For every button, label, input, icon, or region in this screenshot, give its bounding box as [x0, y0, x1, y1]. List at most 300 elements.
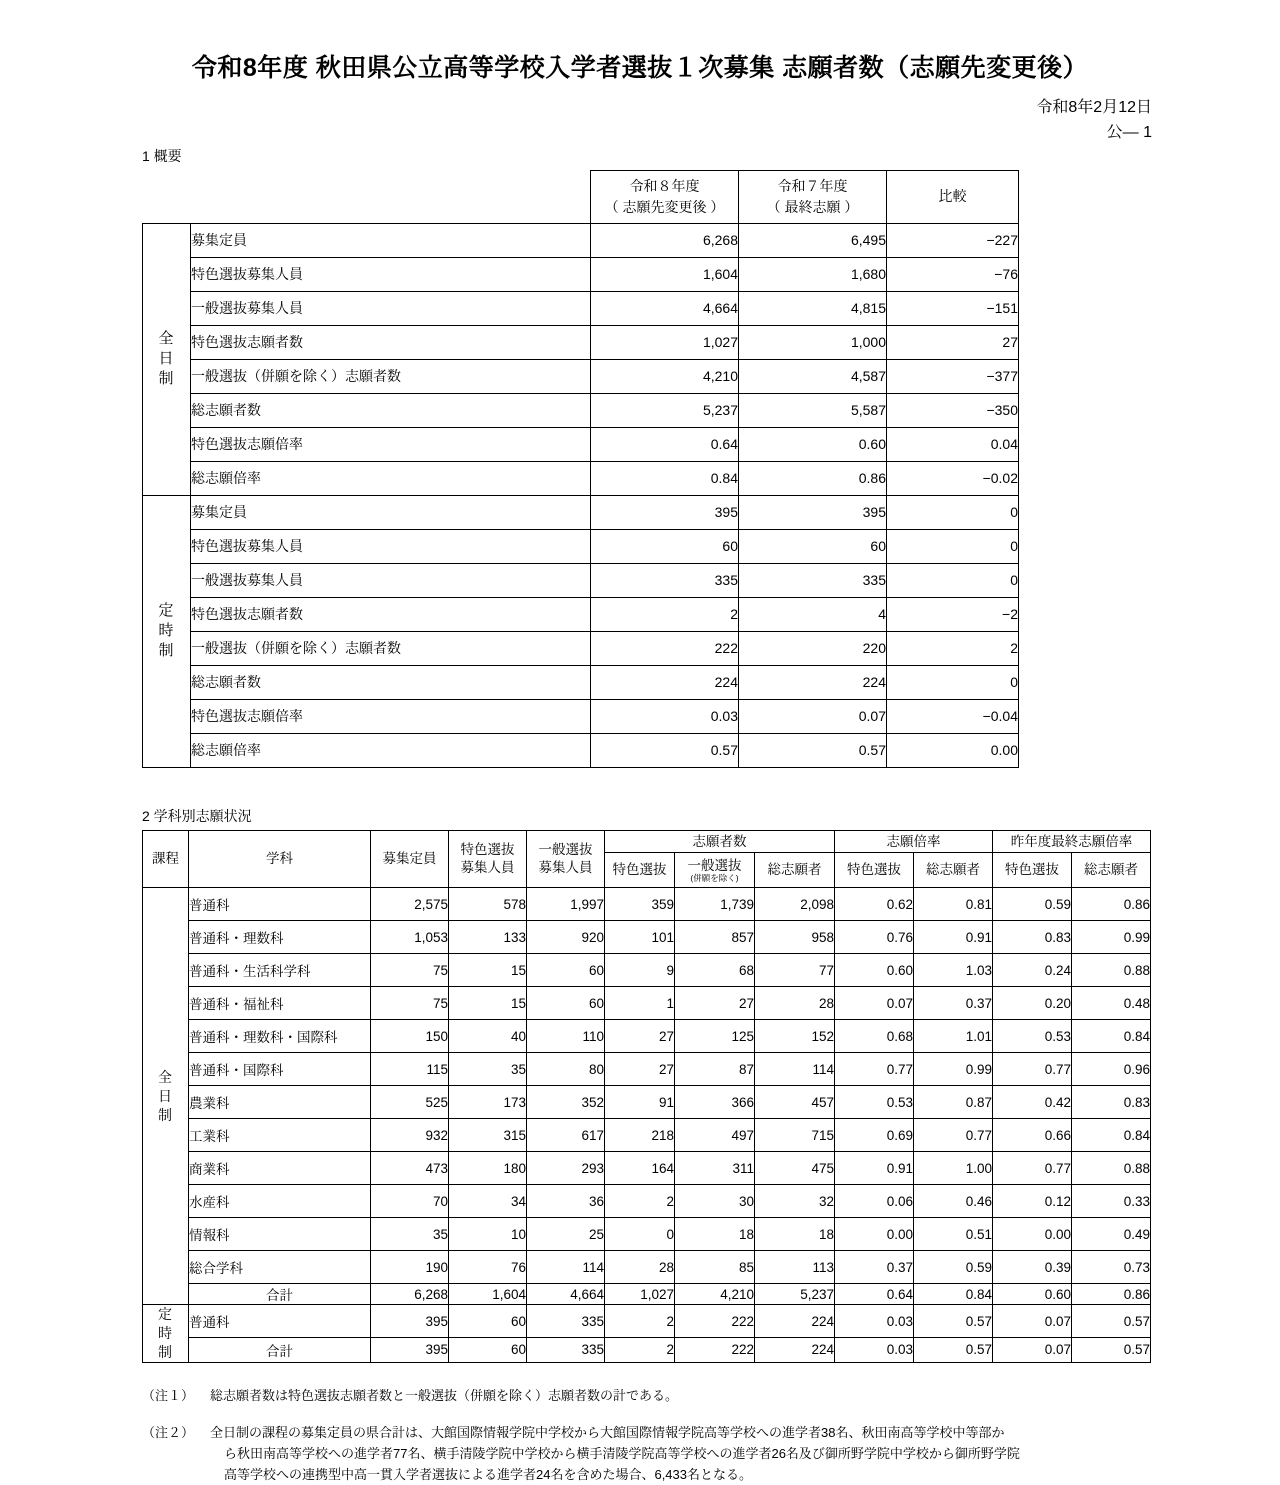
- department-table-row: [143, 921, 1151, 954]
- overview-row-label: 一般選抜（併願を除く）志願者数: [191, 359, 591, 393]
- page-mark: 公— 1: [1106, 123, 1152, 141]
- dept-value-applicants-total: 114: [755, 1053, 835, 1086]
- dept-value-ratio-total: 1.03: [914, 954, 993, 987]
- dept-group-last-ratio: 昨年度最終志願倍率: [993, 830, 1151, 853]
- dept-value-applicants-general: 366: [675, 1086, 755, 1119]
- department-table-row: [143, 1020, 1151, 1053]
- dept-value-general-quota: 1,997: [527, 888, 605, 921]
- department-total-row: [143, 1284, 1151, 1305]
- dept-value-applicants-total: 77: [755, 954, 835, 987]
- footnote-line: ら秋田南高等学校への進学者77名、横手清陵学院中学校から横手清陵学院高等学校への進学者26名及び御所野学院中学校から御所野学院: [224, 1445, 1020, 1461]
- dept-value-quota: 525: [371, 1086, 449, 1119]
- dept-value-quota: 473: [371, 1152, 449, 1185]
- dept-value-ratio-special: 0.53: [835, 1086, 914, 1119]
- dept-col-special-quota: 特色選抜 募集人員: [449, 830, 527, 888]
- overview-category-parttime: 定 時 制: [143, 495, 191, 767]
- dept-value-general-quota: 60: [527, 987, 605, 1020]
- dept-value-last-ratio-special: 0.77: [993, 1152, 1072, 1185]
- dept-value-special-quota: 35: [449, 1053, 527, 1086]
- overview-value-compare: −151: [887, 291, 1019, 325]
- overview-row-label: 特色選抜志願者数: [191, 597, 591, 631]
- dept-value-last-ratio-special: 0.07: [993, 1338, 1072, 1363]
- dept-total-label: 合計: [189, 1284, 371, 1305]
- dept-value-last-ratio-special: 0.53: [993, 1020, 1072, 1053]
- overview-table-row: [143, 427, 1019, 461]
- overview-row-label: 特色選抜募集人員: [191, 257, 591, 291]
- dept-value-last-ratio-total: 0.88: [1072, 954, 1151, 987]
- overview-value-compare: 0: [887, 665, 1019, 699]
- footnote-2: [142, 1422, 1142, 1485]
- overview-value-last-year: 4,587: [739, 359, 887, 393]
- department-table-wrap: [142, 830, 1280, 1363]
- overview-table-row: [143, 631, 1019, 665]
- footnote-text: [210, 1385, 1142, 1406]
- overview-row-label: 総志願者数: [191, 665, 591, 699]
- footnote-line: 総志願者数は特色選抜志願者数と一般選抜（併願を除く）志願者数の計である。: [210, 1387, 679, 1403]
- dept-value-quota: 395: [371, 1338, 449, 1363]
- overview-value-this-year: 395: [591, 495, 739, 529]
- dept-col-department: 学科: [189, 830, 371, 888]
- department-table: [142, 830, 1151, 1363]
- dept-value-applicants-special: 27: [605, 1020, 675, 1053]
- dept-value-last-ratio-total: 0.57: [1072, 1338, 1151, 1363]
- dept-value-ratio-total: 0.57: [914, 1305, 993, 1338]
- overview-value-compare: −350: [887, 393, 1019, 427]
- overview-value-last-year: 6,495: [739, 223, 887, 257]
- dept-value-last-ratio-total: 0.99: [1072, 921, 1151, 954]
- dept-value-applicants-total: 224: [755, 1305, 835, 1338]
- dept-value-ratio-special: 0.69: [835, 1119, 914, 1152]
- dept-value-last-ratio-special: 0.59: [993, 888, 1072, 921]
- dept-value-ratio-total: 0.57: [914, 1338, 993, 1363]
- overview-value-last-year: 0.07: [739, 699, 887, 733]
- dept-value-ratio-total: 0.84: [914, 1284, 993, 1305]
- overview-value-this-year: 6,268: [591, 223, 739, 257]
- dept-value-applicants-general: 125: [675, 1020, 755, 1053]
- dept-value-ratio-total: 0.37: [914, 987, 993, 1020]
- overview-value-compare: −0.04: [887, 699, 1019, 733]
- overview-value-this-year: 1,604: [591, 257, 739, 291]
- overview-table-row: [143, 563, 1019, 597]
- overview-table-wrap: [142, 170, 1280, 768]
- dept-value-applicants-total: 18: [755, 1218, 835, 1251]
- overview-value-last-year: 335: [739, 563, 887, 597]
- overview-value-compare: 27: [887, 325, 1019, 359]
- dept-value-applicants-special: 9: [605, 954, 675, 987]
- department-table-row: [143, 1185, 1151, 1218]
- dept-value-last-ratio-special: 0.42: [993, 1086, 1072, 1119]
- dept-value-applicants-special: 2: [605, 1305, 675, 1338]
- overview-value-this-year: 0.03: [591, 699, 739, 733]
- dept-group-applicants: 志願者数: [605, 830, 835, 853]
- dept-value-applicants-total: 224: [755, 1338, 835, 1363]
- overview-value-last-year: 0.57: [739, 733, 887, 767]
- dept-value-special-quota: 1,604: [449, 1284, 527, 1305]
- dept-value-applicants-total: 5,237: [755, 1284, 835, 1305]
- dept-value-applicants-total: 457: [755, 1086, 835, 1119]
- dept-value-quota: 190: [371, 1251, 449, 1284]
- overview-value-last-year: 1,000: [739, 325, 887, 359]
- dept-value-applicants-total: 152: [755, 1020, 835, 1053]
- dept-name: 普通科: [189, 1305, 371, 1338]
- overview-table-row: [143, 223, 1019, 257]
- dept-value-ratio-special: 0.62: [835, 888, 914, 921]
- overview-value-compare: −76: [887, 257, 1019, 291]
- overview-value-last-year: 0.86: [739, 461, 887, 495]
- dept-value-last-ratio-total: 0.57: [1072, 1305, 1151, 1338]
- dept-value-last-ratio-total: 0.88: [1072, 1152, 1151, 1185]
- dept-value-general-quota: 80: [527, 1053, 605, 1086]
- overview-value-compare: 0.00: [887, 733, 1019, 767]
- dept-value-applicants-total: 2,098: [755, 888, 835, 921]
- dept-value-applicants-special: 91: [605, 1086, 675, 1119]
- dept-value-ratio-total: 0.99: [914, 1053, 993, 1086]
- overview-value-this-year: 0.57: [591, 733, 739, 767]
- dept-value-last-ratio-special: 0.66: [993, 1119, 1072, 1152]
- dept-value-applicants-general: 222: [675, 1338, 755, 1363]
- overview-value-last-year: 5,587: [739, 393, 887, 427]
- dept-value-applicants-special: 27: [605, 1053, 675, 1086]
- department-table-row: [143, 1305, 1151, 1338]
- overview-table-row: [143, 699, 1019, 733]
- department-table-row: [143, 1218, 1151, 1251]
- dept-value-last-ratio-total: 0.86: [1072, 1284, 1151, 1305]
- dept-value-ratio-total: 0.59: [914, 1251, 993, 1284]
- dept-value-last-ratio-total: 0.48: [1072, 987, 1151, 1020]
- dept-value-applicants-general: 497: [675, 1119, 755, 1152]
- dept-value-applicants-total: 475: [755, 1152, 835, 1185]
- overview-value-last-year: 224: [739, 665, 887, 699]
- overview-table-row: [143, 393, 1019, 427]
- overview-row-label: 総志願倍率: [191, 733, 591, 767]
- dept-value-special-quota: 60: [449, 1305, 527, 1338]
- overview-value-this-year: 60: [591, 529, 739, 563]
- dept-value-quota: 2,575: [371, 888, 449, 921]
- overview-value-compare: −2: [887, 597, 1019, 631]
- section-2-heading: 2 学科別志願状況: [142, 807, 252, 824]
- overview-row-label: 特色選抜志願者数: [191, 325, 591, 359]
- dept-value-ratio-special: 0.60: [835, 954, 914, 987]
- dept-col-applicants-general-note: (併願を除く): [690, 872, 739, 883]
- dept-col-last-ratio-special: 特色選抜: [993, 853, 1072, 888]
- overview-value-this-year: 1,027: [591, 325, 739, 359]
- dept-value-general-quota: 352: [527, 1086, 605, 1119]
- overview-value-last-year: 0.60: [739, 427, 887, 461]
- dept-value-last-ratio-total: 0.33: [1072, 1185, 1151, 1218]
- overview-col-this-year: 令和８年度 （ 志願先変更後 ）: [591, 170, 739, 223]
- footnote-line: 高等学校への連携型中高一貫入学者選抜による進学者24名を含めた場合、6,433名となる。: [224, 1466, 752, 1482]
- dept-value-special-quota: 10: [449, 1218, 527, 1251]
- document-header: [0, 0, 1280, 146]
- overview-value-compare: −0.02: [887, 461, 1019, 495]
- overview-row-label: 一般選抜（併願を除く）志願者数: [191, 631, 591, 665]
- dept-category-fulltime: 全 日 制: [143, 888, 189, 1305]
- overview-value-last-year: 395: [739, 495, 887, 529]
- overview-value-this-year: 0.84: [591, 461, 739, 495]
- dept-value-last-ratio-special: 0.83: [993, 921, 1072, 954]
- overview-value-this-year: 0.64: [591, 427, 739, 461]
- dept-value-ratio-special: 0.64: [835, 1284, 914, 1305]
- dept-value-general-quota: 335: [527, 1305, 605, 1338]
- overview-value-compare: 0.04: [887, 427, 1019, 461]
- dept-value-applicants-general: 68: [675, 954, 755, 987]
- dept-value-applicants-special: 2: [605, 1185, 675, 1218]
- dept-value-special-quota: 133: [449, 921, 527, 954]
- dept-value-last-ratio-special: 0.00: [993, 1218, 1072, 1251]
- dept-name: 水産科: [189, 1185, 371, 1218]
- dept-value-applicants-general: 1,739: [675, 888, 755, 921]
- overview-table-row: [143, 325, 1019, 359]
- dept-value-special-quota: 15: [449, 987, 527, 1020]
- dept-value-applicants-general: 87: [675, 1053, 755, 1086]
- dept-value-last-ratio-special: 0.60: [993, 1284, 1072, 1305]
- dept-name: 農業科: [189, 1086, 371, 1119]
- dept-name: 普通科・福祉科: [189, 987, 371, 1020]
- overview-value-compare: 2: [887, 631, 1019, 665]
- overview-col-last-year: 令和７年度 （ 最終志願 ）: [739, 170, 887, 223]
- footnote-text: [210, 1422, 1142, 1485]
- dept-value-ratio-special: 0.07: [835, 987, 914, 1020]
- dept-value-special-quota: 180: [449, 1152, 527, 1185]
- overview-table-row: [143, 359, 1019, 393]
- department-table-row: [143, 987, 1151, 1020]
- dept-value-applicants-general: 30: [675, 1185, 755, 1218]
- dept-value-applicants-total: 958: [755, 921, 835, 954]
- dept-value-last-ratio-special: 0.24: [993, 954, 1072, 987]
- department-table-row: [143, 1086, 1151, 1119]
- overview-row-label: 総志願倍率: [191, 461, 591, 495]
- dept-value-quota: 75: [371, 987, 449, 1020]
- dept-value-general-quota: 36: [527, 1185, 605, 1218]
- footnote-1: [142, 1385, 1142, 1406]
- overview-table-header-row: [143, 170, 1019, 223]
- department-header-row-1: [143, 830, 1151, 853]
- overview-value-last-year: 4: [739, 597, 887, 631]
- dept-value-applicants-special: 1,027: [605, 1284, 675, 1305]
- document-date: 令和8年2月12日: [1036, 99, 1152, 116]
- overview-row-label: 特色選抜募集人員: [191, 529, 591, 563]
- dept-value-applicants-general: 857: [675, 921, 755, 954]
- dept-value-applicants-general: 4,210: [675, 1284, 755, 1305]
- overview-value-last-year: 1,680: [739, 257, 887, 291]
- dept-col-quota: 募集定員: [371, 830, 449, 888]
- dept-value-last-ratio-total: 0.84: [1072, 1020, 1151, 1053]
- department-table-row: [143, 888, 1151, 921]
- dept-name: 普通科: [189, 888, 371, 921]
- dept-value-applicants-total: 32: [755, 1185, 835, 1218]
- dept-name: 普通科・理数科・国際科: [189, 1020, 371, 1053]
- dept-value-ratio-special: 0.37: [835, 1251, 914, 1284]
- dept-value-ratio-special: 0.68: [835, 1020, 914, 1053]
- overview-table-row: [143, 291, 1019, 325]
- department-table-row: [143, 1152, 1151, 1185]
- dept-value-applicants-special: 218: [605, 1119, 675, 1152]
- overview-value-last-year: 60: [739, 529, 887, 563]
- dept-value-last-ratio-special: 0.12: [993, 1185, 1072, 1218]
- dept-value-general-quota: 25: [527, 1218, 605, 1251]
- dept-category-parttime: 定 時 制: [143, 1305, 189, 1363]
- dept-value-quota: 35: [371, 1218, 449, 1251]
- dept-value-quota: 932: [371, 1119, 449, 1152]
- dept-value-applicants-total: 113: [755, 1251, 835, 1284]
- dept-value-general-quota: 920: [527, 921, 605, 954]
- dept-value-applicants-special: 359: [605, 888, 675, 921]
- dept-value-quota: 75: [371, 954, 449, 987]
- dept-name: 総合学科: [189, 1251, 371, 1284]
- overview-header-spacer: [143, 170, 591, 223]
- dept-value-ratio-total: 0.51: [914, 1218, 993, 1251]
- dept-value-ratio-special: 0.76: [835, 921, 914, 954]
- footnote-marker: （注１）: [142, 1387, 195, 1403]
- dept-value-general-quota: 4,664: [527, 1284, 605, 1305]
- dept-value-special-quota: 578: [449, 888, 527, 921]
- dept-total-label: 合計: [189, 1338, 371, 1363]
- dept-value-applicants-total: 28: [755, 987, 835, 1020]
- dept-value-last-ratio-total: 0.49: [1072, 1218, 1151, 1251]
- overview-value-compare: 0: [887, 495, 1019, 529]
- overview-row-label: 募集定員: [191, 495, 591, 529]
- overview-value-this-year: 4,210: [591, 359, 739, 393]
- dept-value-applicants-special: 101: [605, 921, 675, 954]
- overview-value-last-year: 4,815: [739, 291, 887, 325]
- overview-table-row: [143, 461, 1019, 495]
- overview-value-last-year: 220: [739, 631, 887, 665]
- dept-value-general-quota: 293: [527, 1152, 605, 1185]
- dept-col-ratio-special: 特色選抜: [835, 853, 914, 888]
- overview-table: [142, 170, 1019, 768]
- overview-table-row: [143, 733, 1019, 767]
- dept-value-applicants-general: 27: [675, 987, 755, 1020]
- dept-value-last-ratio-total: 0.83: [1072, 1086, 1151, 1119]
- dept-value-ratio-total: 0.81: [914, 888, 993, 921]
- dept-col-course: 課程: [143, 830, 189, 888]
- dept-name: 商業科: [189, 1152, 371, 1185]
- dept-value-ratio-special: 0.03: [835, 1338, 914, 1363]
- overview-value-this-year: 224: [591, 665, 739, 699]
- overview-table-row: [143, 665, 1019, 699]
- page-title: 令和8年度 秋田県公立高等学校入学者選抜１次募集 志願者数（志願先変更後）: [191, 54, 1089, 82]
- dept-value-ratio-total: 1.01: [914, 1020, 993, 1053]
- dept-value-general-quota: 617: [527, 1119, 605, 1152]
- dept-value-ratio-total: 0.46: [914, 1185, 993, 1218]
- dept-value-applicants-special: 164: [605, 1152, 675, 1185]
- department-table-row: [143, 1119, 1151, 1152]
- dept-group-ratio: 志願倍率: [835, 830, 993, 853]
- dept-value-last-ratio-total: 0.96: [1072, 1053, 1151, 1086]
- dept-col-ratio-total: 総志願者: [914, 853, 993, 888]
- dept-col-applicants-total: 総志願者: [755, 853, 835, 888]
- dept-value-ratio-special: 0.91: [835, 1152, 914, 1185]
- dept-name: 普通科・理数科: [189, 921, 371, 954]
- dept-value-general-quota: 335: [527, 1338, 605, 1363]
- dept-name: 普通科・国際科: [189, 1053, 371, 1086]
- overview-row-label: 一般選抜募集人員: [191, 291, 591, 325]
- dept-name: 普通科・生活科学科: [189, 954, 371, 987]
- overview-row-label: 総志願者数: [191, 393, 591, 427]
- dept-value-quota: 1,053: [371, 921, 449, 954]
- dept-value-last-ratio-total: 0.73: [1072, 1251, 1151, 1284]
- overview-row-label: 特色選抜志願倍率: [191, 699, 591, 733]
- footnotes: [142, 1385, 1142, 1485]
- dept-value-applicants-special: 28: [605, 1251, 675, 1284]
- overview-value-this-year: 335: [591, 563, 739, 597]
- dept-value-applicants-total: 715: [755, 1119, 835, 1152]
- dept-name: 工業科: [189, 1119, 371, 1152]
- overview-value-compare: −227: [887, 223, 1019, 257]
- dept-value-ratio-special: 0.00: [835, 1218, 914, 1251]
- overview-value-compare: −377: [887, 359, 1019, 393]
- overview-category-fulltime: 全 日 制: [143, 223, 191, 495]
- dept-col-last-ratio-total: 総志願者: [1072, 853, 1151, 888]
- overview-value-this-year: 5,237: [591, 393, 739, 427]
- dept-value-special-quota: 76: [449, 1251, 527, 1284]
- dept-value-special-quota: 34: [449, 1185, 527, 1218]
- dept-value-applicants-general: 222: [675, 1305, 755, 1338]
- dept-value-ratio-total: 0.91: [914, 921, 993, 954]
- dept-value-ratio-special: 0.06: [835, 1185, 914, 1218]
- dept-value-quota: 150: [371, 1020, 449, 1053]
- dept-value-special-quota: 173: [449, 1086, 527, 1119]
- dept-value-last-ratio-special: 0.20: [993, 987, 1072, 1020]
- dept-name: 情報科: [189, 1218, 371, 1251]
- overview-row-label: 特色選抜志願倍率: [191, 427, 591, 461]
- dept-value-general-quota: 60: [527, 954, 605, 987]
- overview-table-row: [143, 495, 1019, 529]
- dept-col-general-quota: 一般選抜 募集人員: [527, 830, 605, 888]
- dept-value-quota: 115: [371, 1053, 449, 1086]
- dept-value-last-ratio-total: 0.84: [1072, 1119, 1151, 1152]
- section-1-heading: 1 概要: [142, 147, 182, 164]
- dept-value-last-ratio-special: 0.39: [993, 1251, 1072, 1284]
- overview-row-label: 一般選抜募集人員: [191, 563, 591, 597]
- department-total-row: [143, 1338, 1151, 1363]
- dept-value-applicants-special: 0: [605, 1218, 675, 1251]
- dept-value-ratio-special: 0.77: [835, 1053, 914, 1086]
- dept-value-general-quota: 114: [527, 1251, 605, 1284]
- overview-value-compare: 0: [887, 529, 1019, 563]
- dept-value-quota: 70: [371, 1185, 449, 1218]
- dept-value-ratio-special: 0.03: [835, 1305, 914, 1338]
- dept-value-special-quota: 40: [449, 1020, 527, 1053]
- department-table-row: [143, 954, 1151, 987]
- department-table-row: [143, 1251, 1151, 1284]
- overview-row-label: 募集定員: [191, 223, 591, 257]
- dept-value-last-ratio-total: 0.86: [1072, 888, 1151, 921]
- dept-value-last-ratio-special: 0.77: [993, 1053, 1072, 1086]
- dept-value-special-quota: 315: [449, 1119, 527, 1152]
- dept-value-special-quota: 60: [449, 1338, 527, 1363]
- dept-value-applicants-special: 1: [605, 987, 675, 1020]
- overview-table-row: [143, 257, 1019, 291]
- dept-value-applicants-general: 85: [675, 1251, 755, 1284]
- dept-value-quota: 6,268: [371, 1284, 449, 1305]
- overview-value-this-year: 222: [591, 631, 739, 665]
- overview-col-compare: 比較: [887, 170, 1019, 223]
- dept-value-applicants-general: 311: [675, 1152, 755, 1185]
- dept-col-applicants-general: 一般選抜 (併願を除く): [675, 853, 755, 888]
- overview-value-compare: 0: [887, 563, 1019, 597]
- dept-value-applicants-general: 18: [675, 1218, 755, 1251]
- department-table-row: [143, 1053, 1151, 1086]
- footnote-line: 全日制の課程の募集定員の県合計は、大館国際情報学院中学校から大館国際情報学院高等学校への進学者38名、秋田南高等学校中等部か: [210, 1424, 1005, 1440]
- dept-value-quota: 395: [371, 1305, 449, 1338]
- document-meta: [0, 96, 1280, 146]
- overview-table-row: [143, 597, 1019, 631]
- overview-value-this-year: 2: [591, 597, 739, 631]
- dept-col-applicants-special: 特色選抜: [605, 853, 675, 888]
- overview-table-row: [143, 529, 1019, 563]
- footnote-marker: （注２）: [142, 1424, 195, 1440]
